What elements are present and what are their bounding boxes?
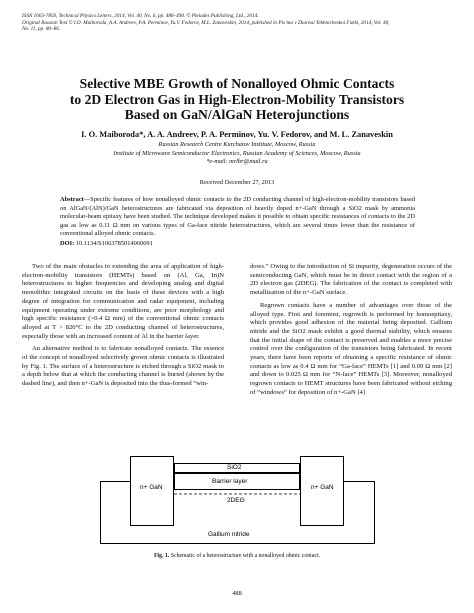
figure-1 bbox=[100, 456, 375, 544]
title-line: Based on GaN/AlGaN Heterojunctions bbox=[124, 107, 350, 122]
title-line: to 2D Electron Gas in High-Electron-Mobility Transistors bbox=[69, 91, 405, 107]
paragraph: dows.” Owing to the introduction of Si impurity, degeneration occurs of the semiconducting GaN, which must be in direct contact with the region of a 2D electron gas (2DEG). The fabrication of the contact is completed with metallization of the n+-GaN surface. bbox=[250, 263, 452, 297]
paragraph: An alternative method is to fabricate nonalloyed contacts. The essence of the concept of nonalloyed selectively grown ohmic contacts is illustrated by Fig. 1. The surface of a heterostructure is etched through a SiO2 mask to a depth below that at which the conducting channel is buried (shown by the dashed line), and then n+-GaN is deposited into the thus-formed “win- bbox=[22, 345, 224, 388]
header-line: No. 11, pp. 80–86. bbox=[22, 26, 61, 33]
abstract-text: —Specific features of how nonalloyed ohmic contacts to the 2D conducting channel of high-electron-mobility transistors based on AlGaN/(AlN)/GaN heterostructures are fabricated via deposition of heavily doped n+-GaN through a SiO2 mask by ammonia molecular-beam epitaxy have been studied. The technique developed makes it possible to obtain specific resistances of contacts to the 2D gas as low as 0.11 Ω mm on various types of Ga-face nitride heterostructures, which are several times lower than the resistance of conventional alloyed ohmic contacts. bbox=[60, 196, 415, 237]
figure-caption-text: Schematic of a heterostructure with a nonalloyed ohmic contact. bbox=[170, 553, 320, 559]
right-column bbox=[250, 263, 452, 402]
affiliation: Institute of Microwave Semiconductor Electronics, Russian Academy of Sciences, Moscow, Russia bbox=[113, 149, 361, 157]
2deg-label: 2DEG bbox=[227, 497, 245, 504]
paper-title bbox=[30, 76, 444, 123]
paragraph: Two of the main obstacles to extending the area of application of high-electron-mobility transistors (HEMTs) based on (Al, Ga, In)N heterostructures to higher frequencies and developing analog and digital monolithic integrated circuits on the basis of these devices with a high degree of integration for communication and radar equipment, including equipment operating under extreme conditions, are poor morphology and high specific resistance (>0.4 Ω mm) of the conventional ohmic contacts alloyed at T > 820°C to the 2D conducting channel of heterostructures, especially those with an increased content of Al in the barrier layer. bbox=[22, 263, 224, 340]
affiliation: Russian Research Centre Kurchatov Institute, Moscow, Russia bbox=[158, 141, 316, 148]
left-column bbox=[22, 263, 224, 393]
page-number: 488 bbox=[232, 590, 242, 597]
affiliations bbox=[20, 141, 454, 167]
abstract bbox=[60, 196, 415, 239]
doi-value: 10.1134/S1063785014060091 bbox=[75, 240, 153, 247]
doi-label: DOI: bbox=[60, 240, 75, 247]
authors: I. O. Maiboroda*, A. A. Andreev, P. A. Perminov, Yu. V. Fedorov, and M. L. Zanaveskin bbox=[81, 130, 393, 139]
journal-header bbox=[22, 13, 452, 33]
header-line: Original Russian Text © I.O. Maiboroda, A.A. Andreev, P.A. Perminov, Yu.V. Fedorov, M.L. Zanaveskin, 2014, published in Pis’ma v Zhurnal Tekhnicheskoi Fiziki, 2014, Vol. 40, bbox=[22, 19, 390, 26]
email: *e-mail: mrlbr@mail.ru bbox=[206, 158, 268, 165]
header-line: ISSN 1063-7850, Technical Physics Letters, 2014, Vol. 40, No. 6, pp. 486–490. © Pleiades Publishing, Ltd., 2014. bbox=[22, 13, 259, 19]
title-line: Selective MBE Growth of Nonalloyed Ohmic Contacts bbox=[79, 76, 395, 91]
substrate-label: Gallium nitride bbox=[208, 531, 250, 538]
abstract-label: Abstract bbox=[60, 196, 84, 203]
figure-caption bbox=[20, 552, 454, 560]
left-contact-label: n+ GaN bbox=[140, 484, 163, 491]
sio2-label: SiO2 bbox=[227, 464, 242, 471]
right-contact-label: n+ GaN bbox=[311, 484, 334, 491]
paragraph: Regrown contacts have a number of advantages over those of the alloyed type. First and foremost, regrowth is performed by homoepitaxy, which provides good adhesion of the material being deposited. Gallium nitride and the SiO2 mask exhibit a good thermal stability, which ensures that the initial shape of the contact is preserved and enables a more precise control over the configuration of the transistors being fabricated. In recent years, there have been reports of obtaining a specific resistance of ohmic contacts as low as 0.4 Ω mm for “Ga-face” HEMTs [1] and 0.09 Ω mm [2] and down to 0.025 Ω mm for “N-face” HEMTs [3]. Moreover, nonalloyed regrown contacts to HEMT structures have been fabricated without etching of “windows” for deposition of n+-GaN [4] bbox=[250, 301, 452, 396]
barrier-label: Barrier layer bbox=[212, 478, 248, 485]
doi bbox=[60, 240, 415, 248]
received-date: Received December 27, 2013 bbox=[199, 179, 275, 186]
figure-caption-label: Fig. 1. bbox=[154, 553, 170, 559]
